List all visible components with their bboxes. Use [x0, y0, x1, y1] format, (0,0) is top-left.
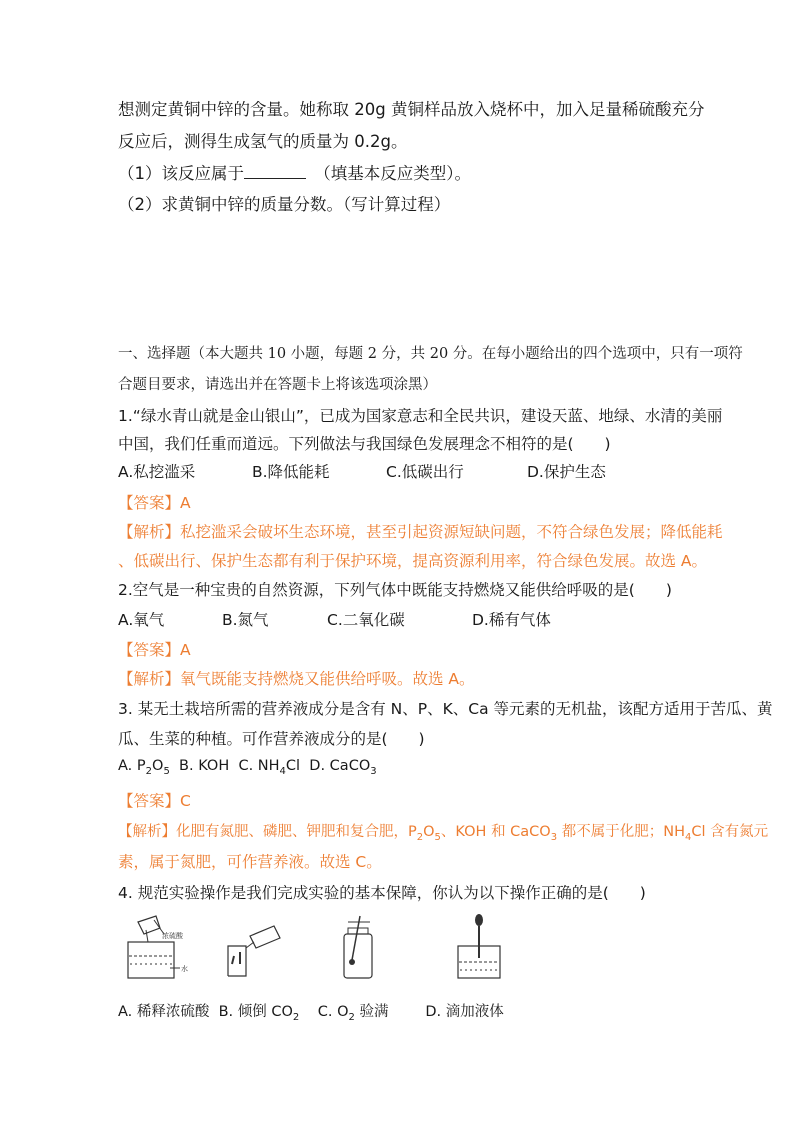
answer-blank	[244, 164, 306, 179]
intro-line-2: 反应后，测得生成氢气的质量为 0.2g。	[118, 132, 408, 151]
q1-answer: 【答案】A	[118, 494, 191, 512]
q2-option-d: D.稀有气体	[472, 611, 551, 629]
section-header-line-2: 合题目要求，请选出并在答题卡上将该选项涂黑）	[118, 377, 437, 393]
figure-a-dilute-acid	[118, 912, 198, 984]
q4-option-c: C. $O_2$ 验满	[317, 1004, 389, 1023]
q3-answer: 【答案】C	[118, 792, 191, 810]
q3-analysis-line-2: 素，属于氮肥，可作营养液。故选 C。	[118, 853, 382, 871]
q3-stem-line-2: 瓜、生菜的种植。可作营养液成分的是( )	[118, 730, 425, 748]
figure-b-pour-co2	[218, 912, 298, 984]
q4-option-a: A. 稀释浓硫酸	[118, 1004, 210, 1020]
q3-option-a: A. $P_2O_5$	[118, 758, 170, 777]
fig-a-label-acid: 浓硫酸	[162, 932, 183, 940]
q1-option-b: B.降低能耗	[252, 463, 330, 481]
q2-option-a: A.氧气	[118, 611, 165, 629]
q2-stem: 2.空气是一种宝贵的自然资源，下列气体中既能支持燃烧又能供给呼吸的是( )	[118, 581, 672, 599]
q4-option-d: D. 滴加液体	[425, 1004, 504, 1020]
q3-option-c: C. $NH_4Cl$	[238, 758, 301, 777]
q3-option-b: B. KOH	[179, 758, 230, 774]
intro-question-1	[118, 160, 471, 184]
q1-option-d: D.保护生态	[527, 463, 606, 481]
figure-c-o2-test	[330, 912, 390, 984]
q2-option-c: C.二氧化碳	[327, 611, 405, 629]
q3-option-d: D. CaCO$_3$	[309, 758, 377, 777]
q2-option-b: B.氮气	[222, 611, 269, 629]
intro-question-2: （2）求黄铜中锌的质量分数。（写计算过程）	[118, 195, 451, 214]
q3-stem-line-1: 3. 某无土栽培所需的营养液成分是含有 N、P、K、Ca 等元素的无机盐，该配方适用于苦瓜、黄	[118, 700, 773, 718]
q1-option-a: A.私挖滥采	[118, 463, 196, 481]
fig-a-label-water: 水	[181, 965, 188, 973]
q1-text-after-blank: （填基本反应类型）。	[322, 164, 471, 183]
figure-d-drop-liquid	[450, 912, 510, 984]
q3-options	[118, 758, 377, 777]
q1-option-c: C.低碳出行	[386, 463, 464, 481]
q2-answer: 【答案】A	[118, 641, 191, 659]
section-header-line-1: 一、选择题（本大题共 10 小题，每题 2 分，共 20 分。在每小题给出的四个选项中，只有一项符	[118, 346, 743, 362]
q3-analysis-line-1: 【解析】化肥有氮肥、磷肥、钾肥和复合肥，$P_2O_5$、KOH 和 CaCO$_3$ 都不属于化肥；$NH_4Cl$ 含有氮元	[118, 824, 769, 843]
q1-analysis-line-2: 、低碳出行、保护生态都有利于保护环境，提高资源利用率，符合绿色发展。故选 A。	[118, 552, 708, 570]
q1-analysis-line-1: 【解析】私挖滥采会破坏生态环境，甚至引起资源短缺问题，不符合绿色发展；降低能耗	[118, 523, 723, 541]
q1-text-before-blank: （1）该反应属于	[118, 164, 244, 183]
q1-stem-line-2: 中国，我们任重而道远。下列做法与我国绿色发展理念不相符的是( )	[118, 435, 611, 453]
intro-line-1: 想测定黄铜中锌的含量。她称取 20g 黄铜样品放入烧杯中，加入足量稀硫酸充分	[118, 100, 705, 119]
q4-stem: 4. 规范实验操作是我们完成实验的基本保障，你认为以下操作正确的是( )	[118, 884, 646, 902]
q4-options	[118, 1000, 504, 1021]
q1-stem-line-1: 1.“绿水青山就是金山银山”，已成为国家意志和全民共识，建设天蓝、地绿、水清的美丽	[118, 407, 723, 425]
q2-analysis: 【解析】氧气既能支持燃烧又能供给呼吸。故选 A。	[118, 670, 475, 688]
q4-option-b: B. 倾倒 $CO_2$	[218, 1004, 300, 1023]
